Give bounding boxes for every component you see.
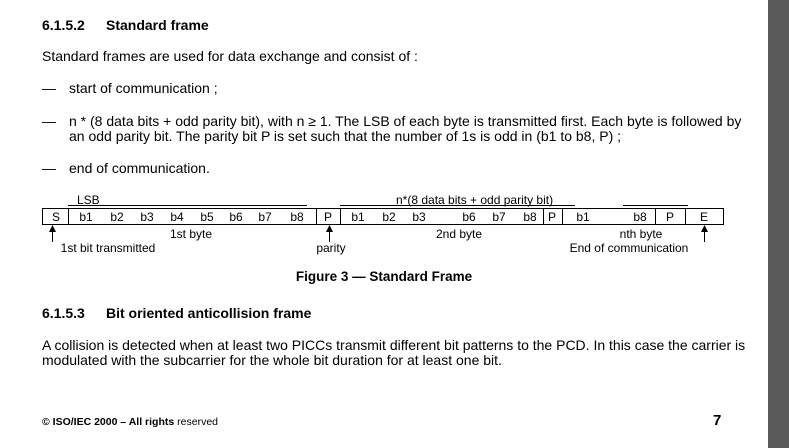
- bullet-data-bytes-line1: n * (8 data bits + odd parity bit), with n ≥ 1. The LSB of each byte is transmitted first. Each byte is followed by: [69, 113, 742, 129]
- cell-P: P: [323, 210, 333, 224]
- bullet-end-of-communication: end of communication.: [69, 160, 210, 176]
- cell-S: S: [51, 210, 61, 224]
- footer-reserved: reserved: [177, 416, 219, 428]
- label-group: n*(8 data bits + odd parity bit): [396, 193, 554, 207]
- section-number: 6.1.5.2: [42, 17, 85, 33]
- page-number: 7: [713, 412, 722, 429]
- cell-b8: b8: [290, 210, 304, 224]
- bullet-data-bytes-line2: an odd parity bit. The parity bit P is set such that the number of 1s is odd in (b1 to b8, P) ;: [69, 128, 622, 144]
- arrow-head-end: [701, 225, 708, 232]
- cell-b7: b7: [492, 210, 506, 224]
- collision-paragraph-line2: modulated with the subcarrier for the whole bit duration for at least one bit.: [42, 352, 502, 368]
- label-1st-bit-transmitted: 1st bit transmitted: [60, 241, 156, 255]
- cell-b8: b8: [523, 210, 537, 224]
- section-title: Bit oriented anticollision frame: [106, 305, 312, 321]
- cell-b7: b7: [258, 210, 272, 224]
- footer-copyright: [42, 416, 218, 428]
- cell-P: P: [665, 210, 675, 224]
- cell-b8: b8: [633, 210, 647, 224]
- collision-paragraph-line1: A collision is detected when at least two PICCs transmit different bit patterns to the PCD. In this case the carrier is: [42, 337, 746, 353]
- footer-copyright-bold: © ISO/IEC 2000 – All rights: [42, 416, 175, 428]
- cell-b1: b1: [576, 210, 590, 224]
- cell-b4: b4: [170, 210, 184, 224]
- label-1st-byte: 1st byte: [169, 227, 213, 241]
- label-2nd-byte: 2nd byte: [435, 227, 483, 241]
- cell-b6: b6: [229, 210, 243, 224]
- label-parity: parity: [316, 241, 346, 255]
- figure-caption: Figure 3 — Standard Frame: [295, 269, 473, 284]
- section-heading-6153: [42, 305, 311, 321]
- label-end-of-communication: End of communication: [569, 241, 689, 255]
- intro-paragraph: Standard frames are used for data exchange and consist of :: [42, 48, 418, 64]
- standard-frame-diagram: [0, 190, 768, 260]
- cell-b1: b1: [351, 210, 365, 224]
- label-nth-byte: nth byte: [619, 227, 663, 241]
- arrow-head-first-bit: [49, 225, 56, 232]
- cell-P: P: [547, 210, 557, 224]
- scrollbar-gutter: [768, 0, 789, 448]
- cell-b3: b3: [140, 210, 154, 224]
- cell-b1: b1: [79, 210, 93, 224]
- bullet-dash: —: [42, 160, 56, 176]
- cell-b2: b2: [110, 210, 124, 224]
- bullet-dash: —: [42, 113, 56, 129]
- cell-b5: b5: [200, 210, 214, 224]
- section-number: 6.1.5.3: [42, 305, 85, 321]
- bullet-dash: —: [42, 80, 56, 96]
- cell-b3: b3: [412, 210, 426, 224]
- section-heading-6152: [42, 17, 209, 33]
- label-lsb: LSB: [77, 193, 100, 207]
- cell-b6: b6: [462, 210, 476, 224]
- arrow-head-parity: [326, 225, 333, 232]
- section-title: Standard frame: [106, 17, 209, 33]
- bullet-start-of-communication: start of communication ;: [69, 80, 218, 96]
- cell-E: E: [699, 210, 709, 224]
- cell-b2: b2: [382, 210, 396, 224]
